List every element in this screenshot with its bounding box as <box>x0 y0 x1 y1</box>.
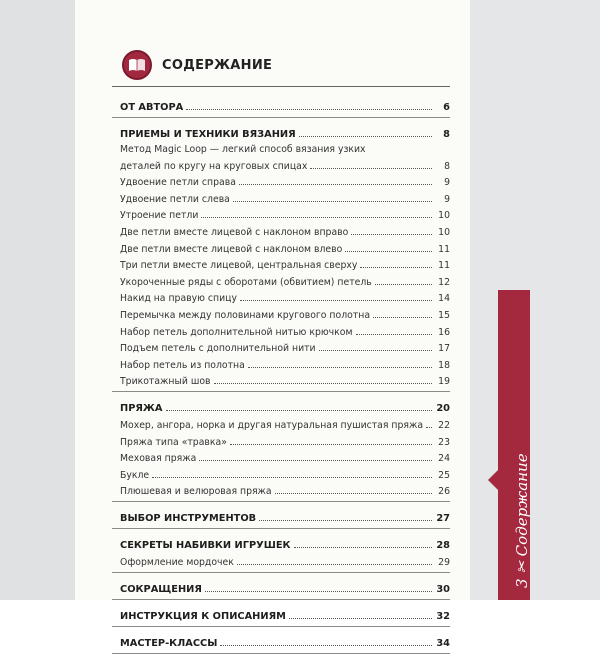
toc-entry[interactable] <box>120 354 450 371</box>
dot-leader <box>205 591 432 592</box>
dot-leader <box>351 234 432 235</box>
toc-entry[interactable] <box>120 288 450 305</box>
dot-leader <box>214 383 432 384</box>
toc-heading-entry[interactable] <box>120 95 450 113</box>
entry-page-number: 29 <box>438 556 450 568</box>
entry-title: ИНСТРУКЦИЯ К ОПИСАНИЯМ <box>120 610 286 622</box>
toc-section <box>112 95 450 118</box>
entry-title: Удвоение петли справа <box>120 177 236 189</box>
entry-title: СОКРАЩЕНИЯ <box>120 583 202 595</box>
entry-title: деталей по кругу на круговых спицах <box>120 160 308 172</box>
entry-page-number: 32 <box>436 610 450 622</box>
entry-page-number: 15 <box>438 309 450 321</box>
toc-entry[interactable] <box>120 238 450 255</box>
entry-page-number: 18 <box>438 359 450 371</box>
toc-entry[interactable] <box>120 304 450 321</box>
dot-leader <box>345 251 432 252</box>
tab-label: Содержание <box>513 453 531 557</box>
entry-page-number: 17 <box>438 343 450 355</box>
entry-page-number: 25 <box>438 469 450 481</box>
entry-title: Три петли вместе лицевой, центральная сверху <box>120 260 358 272</box>
toc-section <box>112 506 450 529</box>
entry-page-number: 9 <box>444 177 450 189</box>
entry-title: Подъем петель с дополнительной нити <box>120 343 316 355</box>
entry-page-number: 20 <box>436 403 450 415</box>
dot-leader <box>294 547 432 548</box>
entry-page-number: 27 <box>436 513 450 525</box>
entry-title: Удвоение петли слева <box>120 193 230 205</box>
dot-leader <box>310 168 432 169</box>
toc-section <box>112 577 450 600</box>
entry-title: ПРИЕМЫ И ТЕХНИКИ ВЯЗАНИЯ <box>120 129 296 140</box>
toc-entry[interactable] <box>120 448 450 465</box>
toc-section <box>112 122 450 392</box>
toc-entry[interactable] <box>120 431 450 448</box>
toc-entry[interactable] <box>120 255 450 272</box>
toc-entry[interactable] <box>120 551 450 568</box>
entry-title: Набор петель из полотна <box>120 359 245 371</box>
toc-heading-entry[interactable] <box>120 604 450 622</box>
dot-leader <box>239 184 432 185</box>
entry-title: ПРЯЖА <box>120 403 163 415</box>
entry-title: Перемычка между половинами кругового полотна <box>120 309 371 321</box>
entry-page-number: 11 <box>438 260 450 272</box>
dot-leader <box>233 201 432 202</box>
entry-title: Метод Magic Loop — легкий способ вязания узких <box>120 144 366 155</box>
toc-entry[interactable] <box>120 140 450 155</box>
dot-leader <box>289 618 432 619</box>
dot-leader <box>319 350 432 351</box>
toc-entry[interactable] <box>120 155 450 172</box>
dot-leader <box>356 334 433 335</box>
toc-heading-entry[interactable] <box>120 396 450 414</box>
entry-page-number: 10 <box>438 226 450 238</box>
entry-title: Набор петель дополнительной нитью крючком <box>120 326 353 338</box>
entry-page-number: 28 <box>436 540 450 552</box>
toc-entry[interactable] <box>120 221 450 238</box>
toc-heading-entry[interactable] <box>120 577 450 595</box>
entry-page-number: 26 <box>438 486 450 498</box>
dot-leader <box>240 300 432 301</box>
dot-leader <box>426 427 432 428</box>
section-tab-label <box>514 453 530 588</box>
entry-title: Букле <box>120 469 150 481</box>
entry-title: Укороченные ряды с оборотами (обвитием) петель <box>120 276 372 288</box>
entry-page-number: 19 <box>438 376 450 388</box>
entry-title: Меховая пряжа <box>120 453 197 465</box>
entry-page-number: 34 <box>436 637 450 649</box>
right-margin <box>470 0 600 600</box>
entry-page-number: 12 <box>438 276 450 288</box>
dot-leader <box>360 267 432 268</box>
page-header <box>122 50 272 80</box>
open-book-icon <box>122 50 152 80</box>
toc-entry[interactable] <box>120 481 450 498</box>
entry-title: Трикотажный шов <box>120 376 211 388</box>
entry-page-number: 24 <box>438 453 450 465</box>
entry-page-number: 8 <box>444 160 450 172</box>
entry-title: Накид на правую спицу <box>120 293 237 305</box>
entry-page-number: 22 <box>438 419 450 431</box>
scissors-icon: ✂ <box>513 561 531 574</box>
dot-leader <box>199 460 432 461</box>
toc-heading-entry[interactable] <box>120 122 450 140</box>
dot-leader <box>299 136 432 137</box>
entry-page-number: 9 <box>444 193 450 205</box>
dot-leader <box>259 520 432 521</box>
toc-entry[interactable] <box>120 414 450 431</box>
page-title: СОДЕРЖАНИЕ <box>162 57 273 73</box>
entry-page-number: 14 <box>438 293 450 305</box>
entry-title: ВЫБОР ИНСТРУМЕНТОВ <box>120 513 257 525</box>
dot-leader <box>152 477 432 478</box>
toc-heading-entry[interactable] <box>120 631 450 649</box>
toc-section <box>112 533 450 573</box>
dot-leader <box>166 410 433 411</box>
toc-heading-entry[interactable] <box>120 533 450 551</box>
page-number: 3 <box>513 578 531 588</box>
dot-leader <box>220 645 432 646</box>
entry-title: Две петли вместе лицевой с наклоном вправо <box>120 226 349 238</box>
entry-title: Плюшевая и велюровая пряжа <box>120 486 272 498</box>
divider <box>112 86 450 87</box>
entry-page-number: 6 <box>443 102 450 113</box>
table-of-contents <box>112 95 450 658</box>
dot-leader <box>237 564 432 565</box>
entry-title: Утроение петли <box>120 210 199 222</box>
dot-leader <box>186 109 432 110</box>
toc-heading-entry[interactable] <box>120 506 450 524</box>
toc-entry[interactable] <box>120 371 450 388</box>
left-margin <box>0 0 75 600</box>
entry-title: Две петли вместе лицевой с наклоном влево <box>120 243 343 255</box>
entry-page-number: 16 <box>438 326 450 338</box>
entry-page-number: 11 <box>438 243 450 255</box>
entry-title: Пряжа типа «травка» <box>120 436 227 448</box>
entry-title: Оформление мордочек <box>120 556 234 568</box>
dot-leader <box>375 284 432 285</box>
toc-entry[interactable] <box>120 188 450 205</box>
entry-page-number: 10 <box>438 210 450 222</box>
entry-title: Мохер, ангора, норка и другая натуральная пушистая пряжа <box>120 419 424 431</box>
toc-entry[interactable] <box>120 464 450 481</box>
toc-entry[interactable] <box>120 321 450 338</box>
tab-notch <box>488 470 498 490</box>
entry-title: ОТ АВТОРА <box>120 102 184 113</box>
entry-page-number: 23 <box>438 436 450 448</box>
toc-section <box>112 631 450 654</box>
toc-entry[interactable] <box>120 172 450 189</box>
entry-title: СЕКРЕТЫ НАБИВКИ ИГРУШЕК <box>120 540 291 552</box>
toc-entry[interactable] <box>120 205 450 222</box>
dot-leader <box>230 444 432 445</box>
toc-entry[interactable] <box>120 338 450 355</box>
toc-section <box>112 396 450 502</box>
toc-entry[interactable] <box>120 271 450 288</box>
entry-page-number: 8 <box>443 129 450 140</box>
dot-leader <box>275 493 432 494</box>
dot-leader <box>201 217 432 218</box>
dot-leader <box>373 317 432 318</box>
toc-section <box>112 604 450 627</box>
dot-leader <box>248 367 432 368</box>
entry-page-number: 30 <box>436 583 450 595</box>
entry-title: МАСТЕР-КЛАССЫ <box>120 637 218 649</box>
